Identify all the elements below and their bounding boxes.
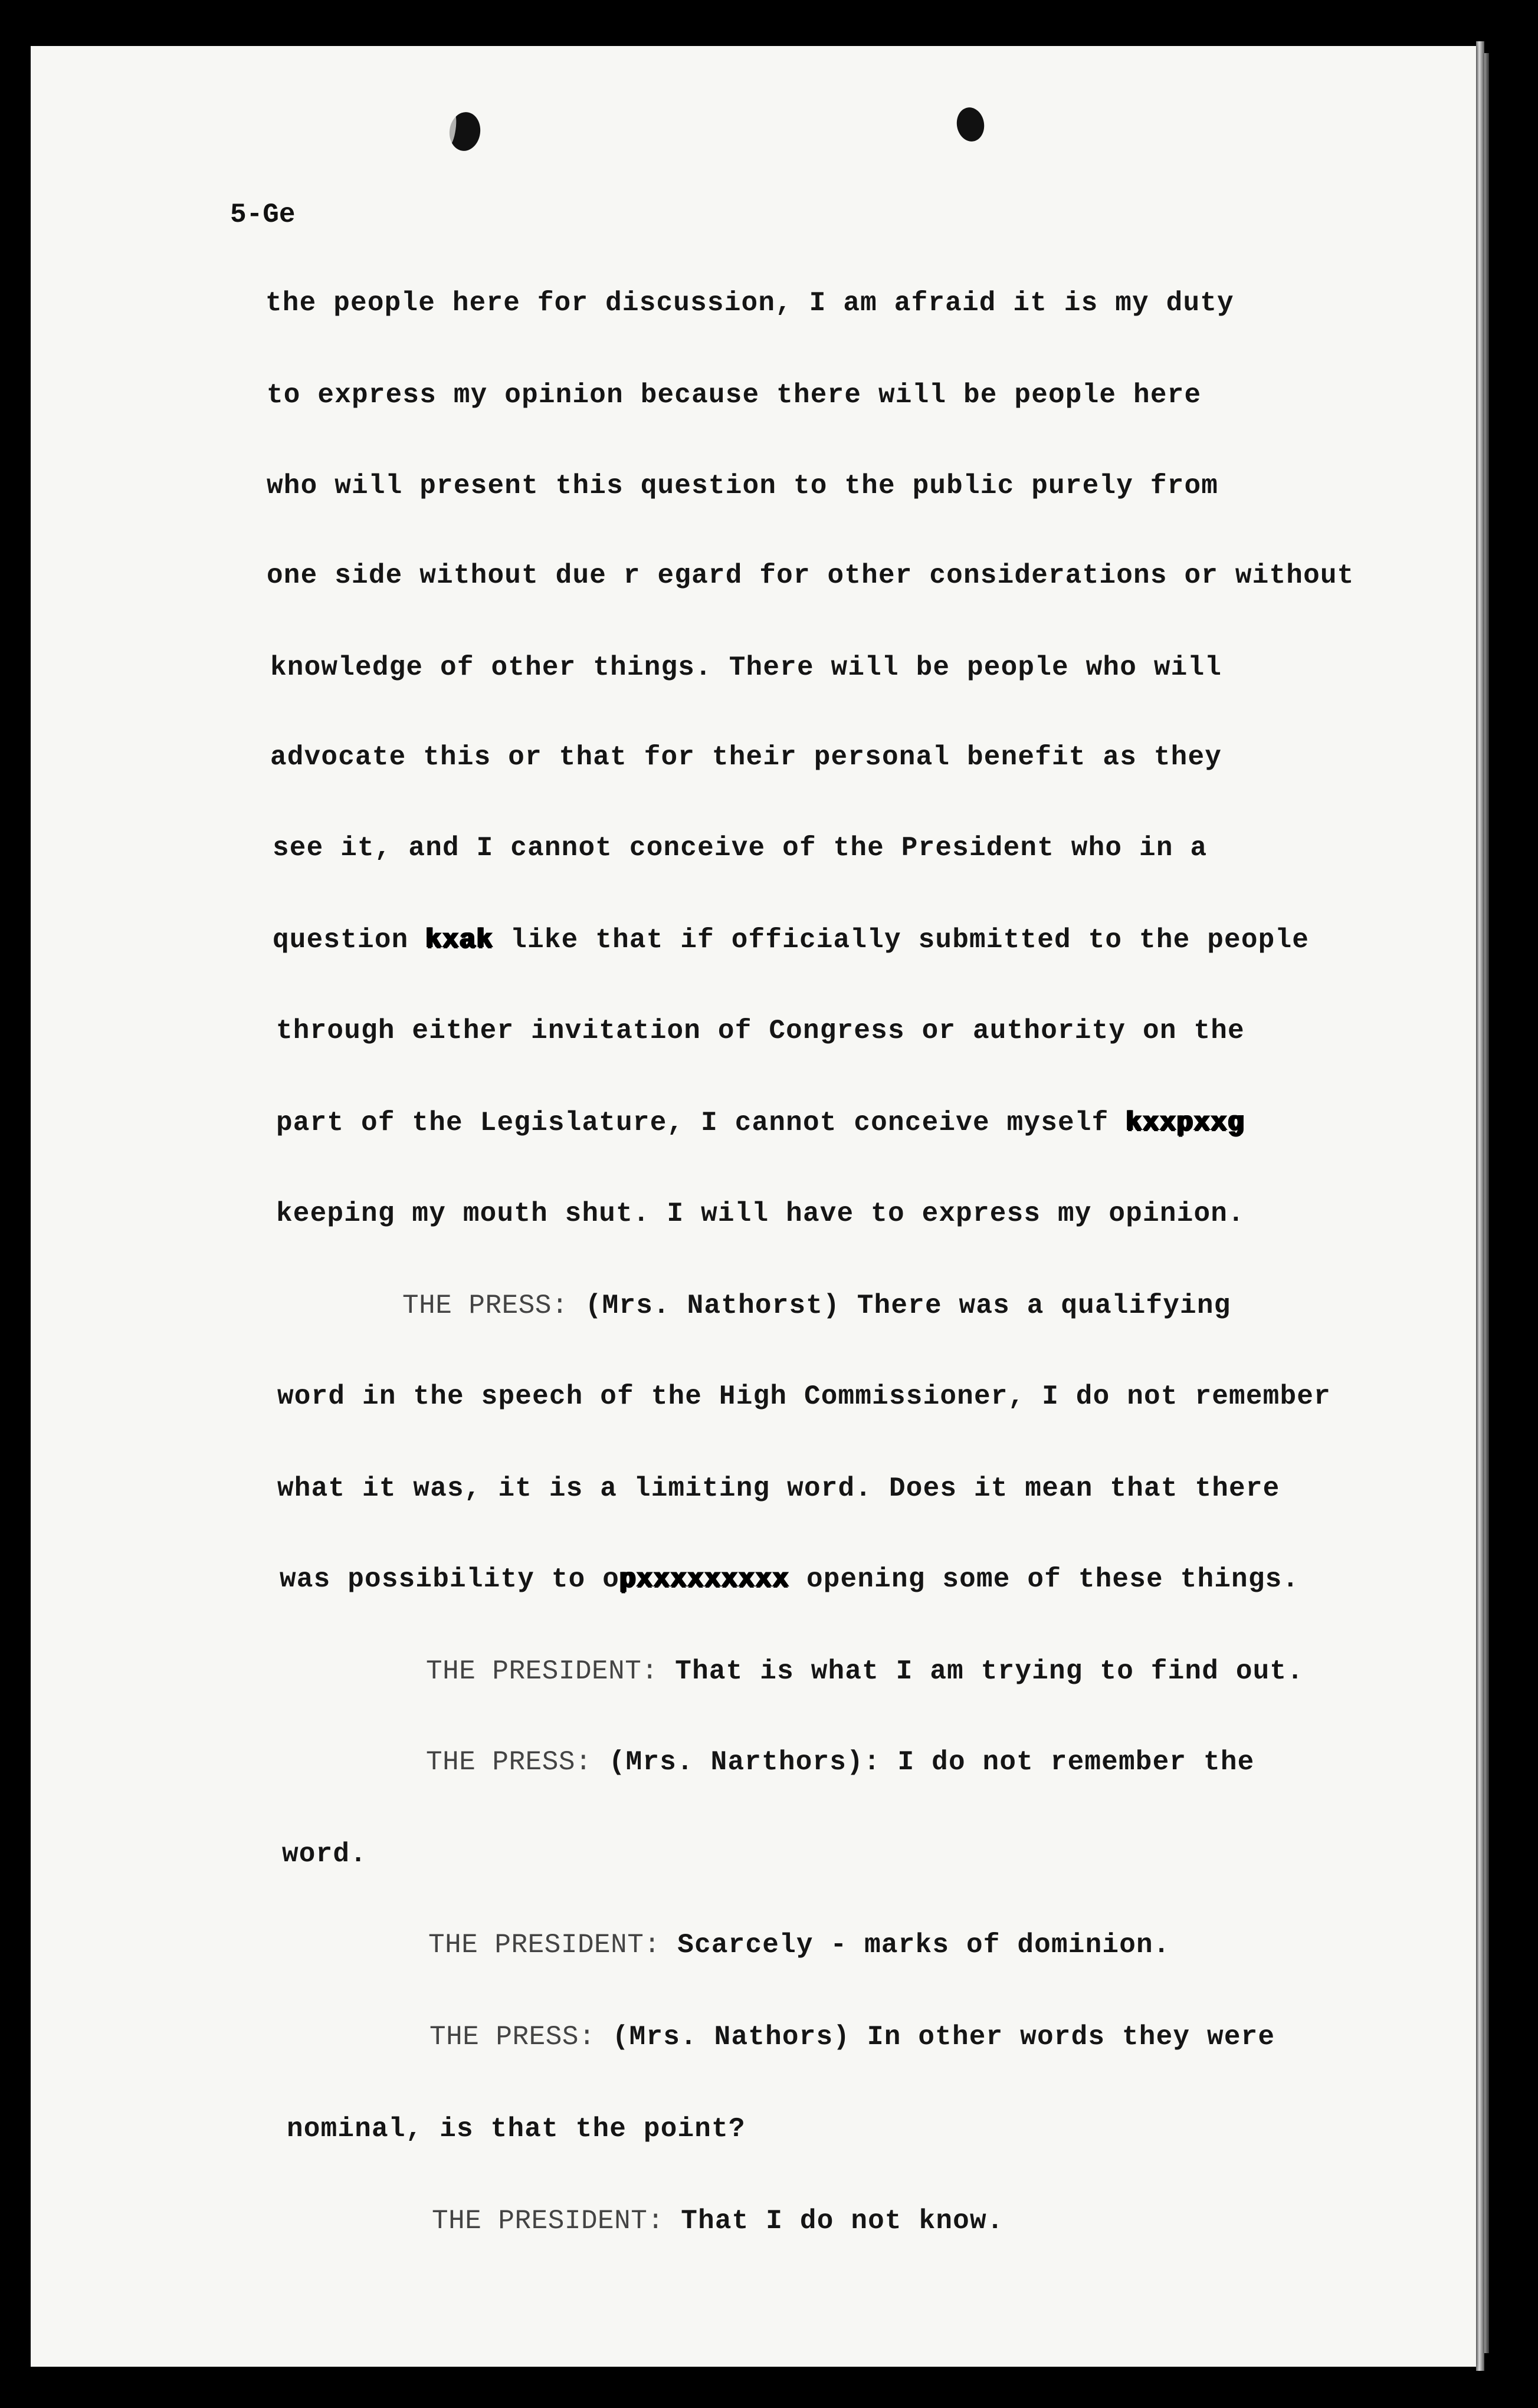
press-question-2 (426, 1747, 1254, 1778)
text-line-6: advocate this or that for their personal benefit as they (270, 742, 1222, 773)
text-segment: was possibility to o (280, 1564, 620, 1595)
speech-text: That is what I am trying to find out. (658, 1656, 1304, 1687)
president-answer-2 (428, 1930, 1170, 1960)
speaker-label: THE PRESIDENT: (432, 2206, 664, 2236)
speaker-label: THE PRESIDENT: (426, 1656, 658, 1687)
speaker-label: THE PRESS: (426, 1747, 592, 1778)
text-segment: opening some of these things. (789, 1564, 1300, 1595)
page-identifier: 5-Ge (230, 199, 296, 230)
text-segment: question (273, 925, 426, 955)
paper-edge-shadow (1484, 53, 1489, 2353)
text-line-2: to express my opinion because there will be people here (267, 380, 1202, 410)
president-answer-3 (432, 2206, 1004, 2236)
text-line-3: who will present this question to the public purely from (267, 471, 1219, 501)
struck-out-text: pxxxxxxxxx (619, 1564, 790, 1595)
press-question-3 (429, 2022, 1275, 2052)
text-line-10 (276, 1108, 1245, 1138)
text-line-8 (273, 925, 1309, 955)
speech-text: That I do not know. (664, 2206, 1004, 2236)
speaker-label: THE PRESS: (429, 2022, 596, 2052)
speech-text: (Mrs. Nathorst) There was a qualifying (568, 1290, 1231, 1321)
text-line-18: word. (282, 1839, 368, 1870)
text-line-14: what it was, it is a limiting word. Does it mean that there (277, 1473, 1280, 1504)
text-segment: like that if officially submitted to the people (493, 925, 1310, 955)
text-segment: part of the Legislature, I cannot conceive myself (276, 1108, 1126, 1138)
text-line-13: word in the speech of the High Commissioner, I do not remember (277, 1381, 1331, 1412)
text-line-21: nominal, is that the point? (287, 2114, 746, 2144)
text-line-5: knowledge of other things. There will be people who will (270, 652, 1222, 683)
speaker-label: THE PRESIDENT: (428, 1930, 661, 1960)
speech-text: (Mrs. Nathors) In other words they were (595, 2022, 1275, 2052)
press-question-1 (402, 1290, 1231, 1321)
president-answer-1 (426, 1656, 1304, 1687)
speech-text: Scarcely - marks of dominion. (660, 1930, 1170, 1960)
speech-text: (Mrs. Narthors): I do not remember the (592, 1747, 1255, 1778)
struck-out-text: kxxpxxg (1126, 1108, 1245, 1138)
text-line-11: keeping my mouth shut. I will have to express my opinion. (276, 1198, 1245, 1229)
paper-edge (1476, 41, 1484, 2371)
text-line-9: through either invitation of Congress or authority on the (276, 1016, 1245, 1046)
struck-out-text: kxak (425, 925, 494, 955)
text-line-4: one side without due r egard for other considerations or without (267, 560, 1355, 591)
speaker-label: THE PRESS: (402, 1290, 569, 1321)
text-line-7: see it, and I cannot conceive of the President who in a (273, 833, 1208, 863)
text-line-1: the people here for discussion, I am afraid it is my duty (265, 288, 1234, 318)
text-line-15 (280, 1564, 1299, 1595)
